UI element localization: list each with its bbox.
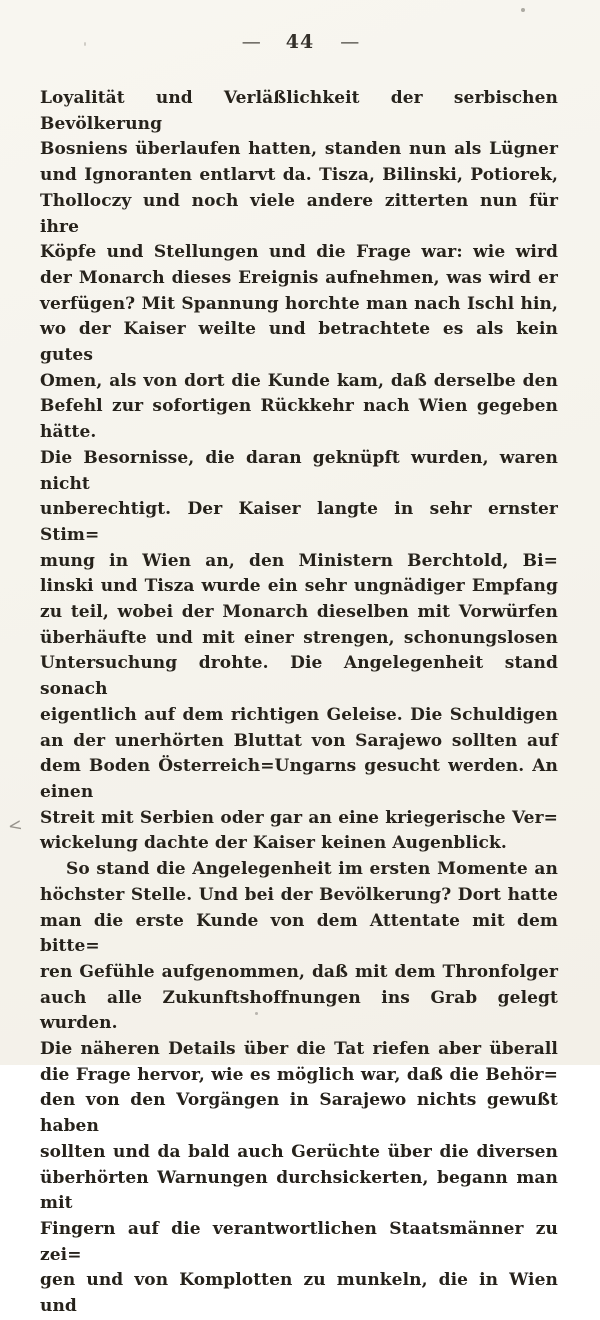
margin-pencil-mark: < [6,814,24,838]
text-line: die Frage hervor, wie es möglich war, daß die Behör= [40,1064,558,1085]
paragraph-2 [40,857,558,1320]
page-text [40,86,558,1320]
text-line: sollten und da bald auch Gerüchte über die diversen [40,1141,558,1162]
page-number: 44 [285,31,315,53]
text-line: man die erste Kunde von dem Attentate mit dem bitte= [40,910,558,957]
text-line: und Ignoranten entlarvt da. Tisza, Bilinski, Potiorek, [40,165,558,186]
text-line: überhörten Warnungen durchsickerten, begann man mit [40,1167,558,1214]
text-line: zu teil, wobei der Monarch dieselben mit Vorwürfen [40,602,558,623]
text-line: der Monarch dieses Ereignis aufnehmen, was wird er [40,267,558,288]
page-header [0,31,600,53]
text-line: wickelung dachte der Kaiser keinen Augenblick. [40,833,507,854]
text-line: Streit mit Serbien oder gar an eine kriegerische Ver= [40,807,558,828]
scan-speck [255,1012,258,1015]
text-line: Loyalität und Verläßlichkeit der serbischen Bevölkerung [40,88,558,134]
scan-speck [84,42,86,46]
header-dash-left: — [241,31,260,53]
text-line: wo der Kaiser weilte und betrachtete es als kein gutes [40,319,558,366]
text-line: mung in Wien an, den Ministern Berchtold, Bi= [40,550,558,571]
text-line: überhäufte und mit einer strengen, schonungslosen [40,627,558,648]
text-line: linski und Tisza wurde ein sehr ungnädiger Empfang [40,576,558,597]
text-line: verfügen? Mit Spannung horchte man nach Ischl hin, [40,293,558,314]
text-line: an der unerhörten Bluttat von Sarajewo sollten auf [40,730,558,751]
text-line: gen und von Komplotten zu munkeln, die in Wien und [40,1270,558,1317]
text-line: Omen, als von dort die Kunde kam, daß derselbe den [40,370,558,391]
text-line: Die Besornisse, die daran geknüpft wurden, waren nicht [40,447,558,494]
text-line: Die näheren Details über die Tat riefen aber überall [40,1039,558,1060]
text-line: Fingern auf die verantwortlichen Staatsmänner zu zei= [40,1218,558,1265]
text-line: ren Gefühle aufgenommen, daß mit dem Thronfolger [40,961,558,982]
text-line: dem Boden Österreich=Ungarns gesucht werden. An einen [40,756,558,802]
text-line: Befehl zur sofortigen Rückkehr nach Wien gegeben hätte. [40,396,558,443]
text-line: So stand die Angelegenheit im ersten Momente an [66,859,558,880]
text-line: Tholloczy und noch viele andere zitterten nun für ihre [40,190,558,237]
text-line: eigentlich auf dem richtigen Geleise. Die Schuldigen [40,704,558,725]
text-line: Untersuchung drohte. Die Angelegenheit stand sonach [40,653,558,700]
header-dash-right: — [340,31,359,53]
text-line: Köpfe und Stellungen und die Frage war: wie wird [40,242,558,263]
paragraph-1 [40,86,558,857]
text-line: höchster Stelle. Und bei der Bevölkerung? Dort hatte [40,884,558,905]
scan-speck [521,8,525,12]
text-line: den von den Vorgängen in Sarajewo nichts gewußt haben [40,1090,558,1137]
text-line: auch alle Zukunftshoffnungen ins Grab gelegt wurden. [40,987,558,1034]
text-line: unberechtigt. Der Kaiser langte in sehr ernster Stim= [40,499,558,545]
text-line: Bosniens überlaufen hatten, standen nun als Lügner [40,139,558,160]
